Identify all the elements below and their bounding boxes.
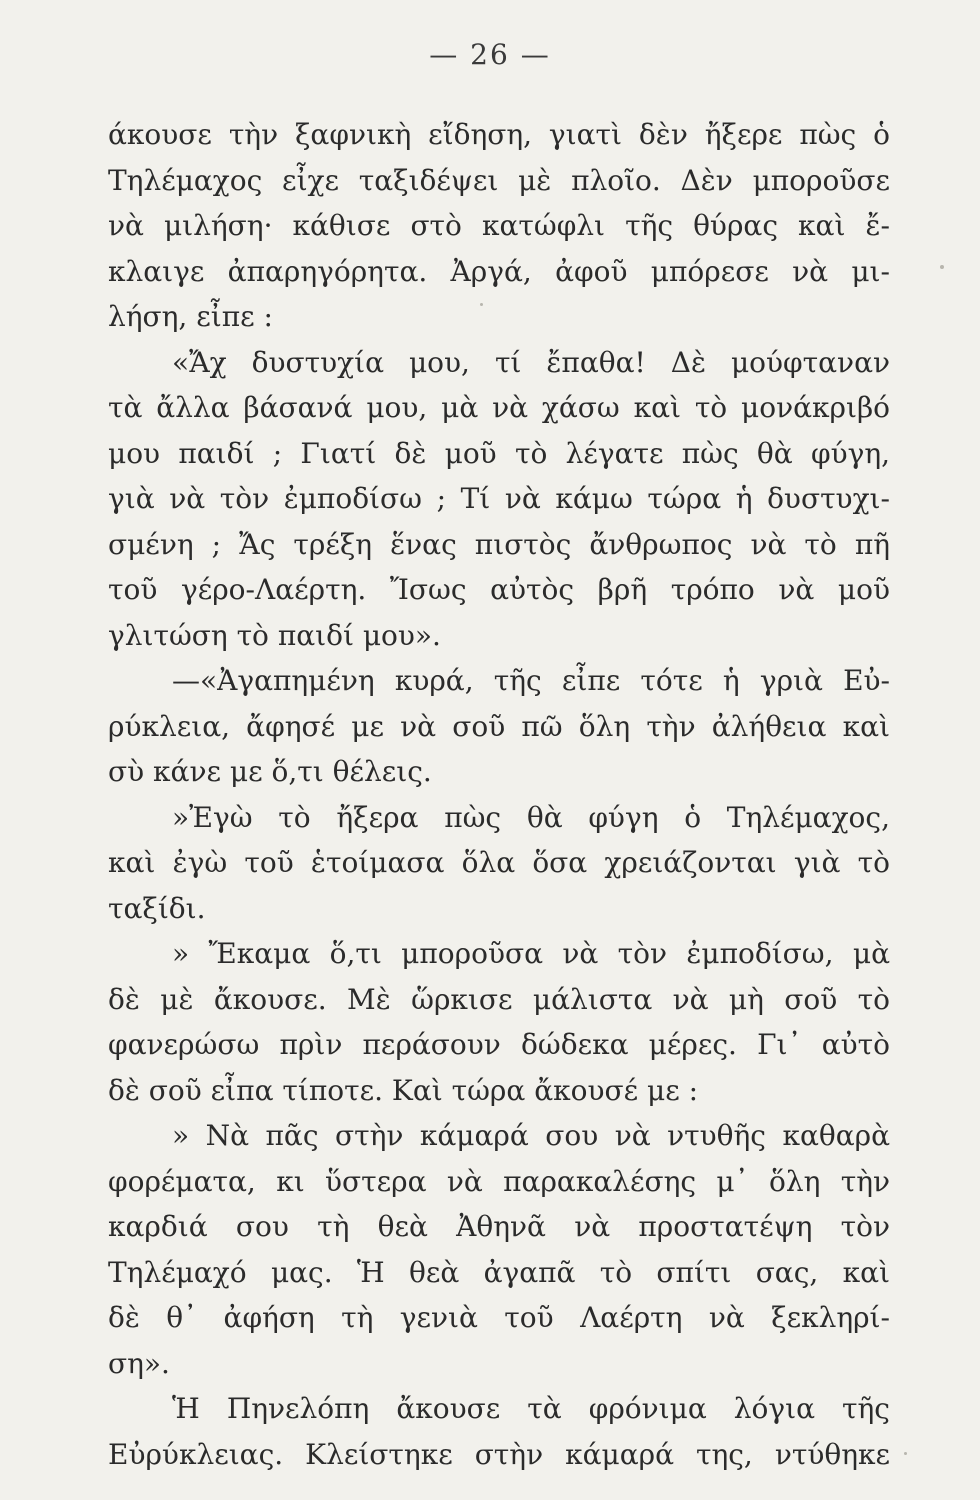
text-line: φορέματα, κι ὕστερα νὰ παρακαλέσης μ᾽ ὅλη τὴν [108, 1164, 890, 1198]
text-line: »Ἐγὼ τὸ ἤξερα πὼς θὰ φύγη ὁ Τηλέμαχος, [172, 800, 890, 834]
text-line: νὰ μιλήση· κάθισε στὸ κατώφλι τῆς θύρας καὶ ἔ- [108, 209, 890, 242]
page-number: — 26 — [429, 38, 551, 71]
text-line: ρύκλεια, ἄφησέ με νὰ σοῦ πῶ ὅλη τὴν ἀλήθεια καὶ [108, 709, 890, 743]
text-line: —«Ἀγαπημένη κυρά, τῆς εἶπε τότε ἡ γριὰ Εὐ- [172, 664, 890, 697]
text-line: σμένη ; Ἄς τρέξη ἕνας πιστὸς ἄνθρωπος νὰ τὸ πῆ [108, 527, 890, 561]
text-line: άκουσε τὴν ξαφνικὴ εἴδηση, γιατὶ δὲν ἤξερε πὼς ὁ [108, 118, 890, 151]
text-line: ταξίδι. [108, 891, 206, 925]
text-line: Εὐρύκλειας. Κλείστηκε στὴν κάμαρά της, ντύθηκε [108, 1437, 890, 1471]
text-line: τὰ ἄλλα βάσανά μου, μὰ νὰ χάσω καὶ τὸ μονάκριβό [108, 391, 890, 424]
text-line: φανερώσω πρὶν περάσουν δώδεκα μέρες. Γι᾽ αὐτὸ [108, 1028, 890, 1061]
text-line: δὲ μὲ ἄκουσε. Μὲ ὥρκισε μάλιστα νὰ μὴ σοῦ τὸ [108, 982, 890, 1016]
text-line: καὶ ἐγὼ τοῦ ἑτοίμασα ὅλα ὅσα χρειάζονται γιὰ τὸ [108, 846, 890, 879]
paper-speck [904, 1452, 907, 1455]
text-line: σὺ κάνε με ὅ,τι θέλεις. [108, 755, 432, 788]
text-line: κλαιγε ἀπαρηγόρητα. Ἀργά, ἀφοῦ μπόρεσε νὰ μι- [108, 254, 890, 288]
paper-speck [480, 303, 483, 306]
text-line: «Ἄχ δυστυχία μου, τί ἔπαθα! Δὲ μούφταναν [172, 345, 890, 379]
text-line: δὲ θ᾽ ἀφήση τὴ γενιὰ τοῦ Λαέρτη νὰ ξεκληρί- [108, 1301, 890, 1334]
text-line: Τηλέμαχό μας. Ἡ θεὰ ἀγαπᾶ τὸ σπίτι σας, καὶ [108, 1255, 890, 1289]
text-line: δὲ σοῦ εἶπα τίποτε. Καὶ τώρα ἄκουσέ με : [108, 1073, 699, 1107]
body-text [108, 112, 890, 1477]
paper-speck [940, 265, 944, 269]
text-line: Τηλέμαχος εἶχε ταξιδέψει μὲ πλοῖο. Δὲν μποροῦσε [108, 163, 890, 197]
text-line: γλιτώση τὸ παιδί μου». [108, 618, 441, 652]
text-line: Ἡ Πηνελόπη ἄκουσε τὰ φρόνιμα λόγια τῆς [172, 1392, 890, 1425]
text-line: » Ἔκαμα ὅ,τι μποροῦσα νὰ τὸν ἐμποδίσω, μὰ [172, 937, 890, 970]
text-line: λήση, εἶπε : [108, 300, 273, 333]
text-line: ση». [108, 1346, 170, 1380]
text-line: γιὰ νὰ τὸν ἐμποδίσω ; Τί νὰ κάμω τώρα ἡ δυστυχι- [108, 482, 890, 515]
text-line: τοῦ γέρο-Λαέρτη. Ἴσως αὐτὸς βρῆ τρόπο νὰ μοῦ [108, 573, 890, 606]
text-line: » Νὰ πᾶς στὴν κάμαρά σου νὰ ντυθῆς καθαρὰ [172, 1119, 890, 1152]
text-line: μου παιδί ; Γιατί δὲ μοῦ τὸ λέγατε πὼς θὰ φύγη, [108, 436, 890, 470]
text-line: καρδιά σου τὴ θεὰ Ἀθηνᾶ νὰ προστατέψη τὸν [108, 1210, 890, 1243]
